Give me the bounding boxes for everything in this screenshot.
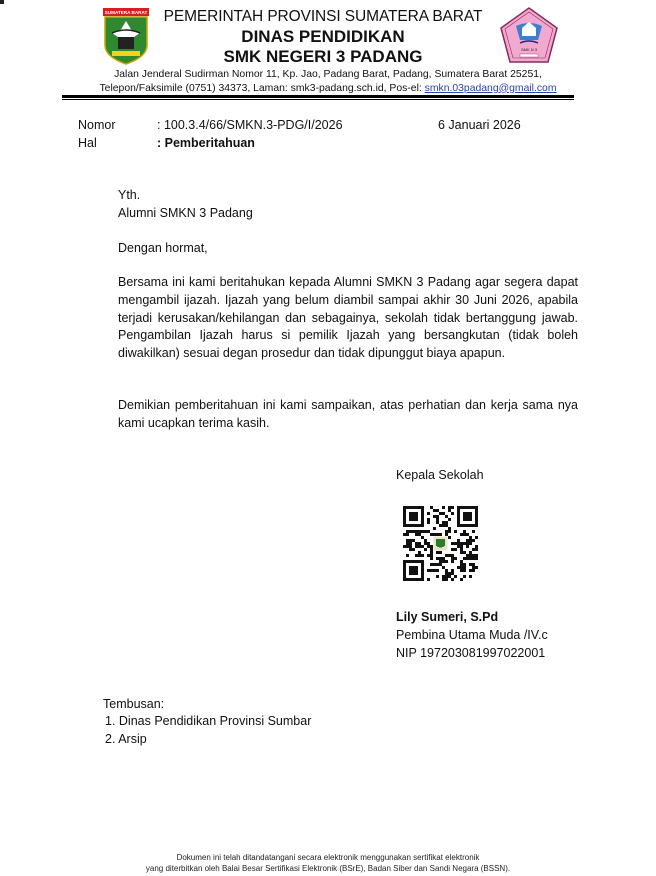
- footer-bsre-line-1: Dokumen ini telah ditandatangani secara elektronik menggunakan sertifikat elektronik: [176, 853, 480, 862]
- tembusan-heading: Tembusan:: [103, 697, 165, 711]
- signatory-name: Lily Sumeri, S.Pd: [396, 610, 499, 624]
- letterhead-divider-thin: [62, 99, 574, 100]
- nomor-value: : 100.3.4/66/SMKN.3-PDG/I/2026: [157, 118, 343, 132]
- qr-finder-pattern: [405, 562, 423, 580]
- signatory-title: Kepala Sekolah: [396, 468, 484, 482]
- hal-value: : Pemberitahuan: [157, 136, 255, 150]
- tembusan-item: 1. Dinas Pendidikan Provinsi Sumbar: [105, 714, 312, 728]
- crest-banner-text: SUMATERA BARAT: [104, 10, 148, 15]
- recipient-name: Alumni SMKN 3 Padang: [118, 206, 253, 220]
- email-link[interactable]: smkn.03padang@gmail.com: [424, 82, 557, 94]
- body-paragraph-1: Bersama ini kami beritahukan kepada Alumni SMKN 3 Padang agar segera dapat mengambil ijazah. Ijazah yang belum diambil sampai akhir 30 Juni 2026, apabila terjadi kerusakan/kehilangan dan sebagainya, sekolah tidak bertanggung jawab. Pengambilan Ijazah harus si pemilik Ijazah yang bersangkutan (tidak boleh diwakilkan) sesuai degan prosedur dan tidak dipunggut biaya apapun.: [118, 275, 578, 361]
- qr-finder-pattern: [459, 508, 477, 526]
- salutation: Dengan hormat,: [118, 241, 208, 255]
- address-line-1: Jalan Jenderal Sudirman Nomor 11, Kp. Jao, Padang Barat, Padang, Sumatera Barat 25251,: [114, 69, 542, 80]
- body-paragraph-2: Demikian pemberitahuan ini kami sampaikan, atas perhatian dan kerja sama nya kami ucapkan terima kasih.: [118, 398, 578, 430]
- emblem-text: SMK N 3: [520, 47, 538, 52]
- qr-finder-pattern: [405, 508, 423, 526]
- government-name: PEMERINTAH PROVINSI SUMATERA BARAT: [163, 8, 483, 25]
- signatory-rank: Pembina Utama Muda /IV.c: [396, 628, 548, 642]
- department-name: DINAS PENDIDIKAN: [241, 26, 405, 46]
- hal-label: Hal: [78, 136, 97, 150]
- page-corner-mark: [0, 0, 4, 4]
- signatory-nip: NIP 197203081997022001: [396, 646, 546, 660]
- letterhead-divider-thick: [62, 95, 574, 98]
- footer-bsre-line-2: yang diterbitkan oleh Balai Besar Sertifikasi Elektronik (BSrE), Badan Siber dan Sandi Negara (BSSN).: [145, 864, 511, 873]
- address-line-2: [60, 82, 596, 96]
- address-contacts: Telepon/Faksimile (0751) 34373, Laman: smk3-padang.sch.id, Pos-el:: [99, 82, 425, 94]
- qr-center-crest-icon: [436, 539, 445, 548]
- sumatera-barat-crest-icon: [102, 7, 150, 65]
- recipient-greeting: Yth.: [118, 188, 141, 202]
- tembusan-item: 2. Arsip: [105, 732, 147, 746]
- letterhead-title-block: [150, 9, 496, 65]
- letter-date: 6 Januari 2026: [438, 118, 521, 132]
- smkn3-padang-emblem-icon: [498, 6, 560, 66]
- school-name: SMK NEGERI 3 PADANG: [223, 46, 423, 66]
- qr-code-icon: [403, 505, 478, 582]
- letterhead-address: [60, 68, 596, 95]
- nomor-label: Nomor: [78, 118, 116, 132]
